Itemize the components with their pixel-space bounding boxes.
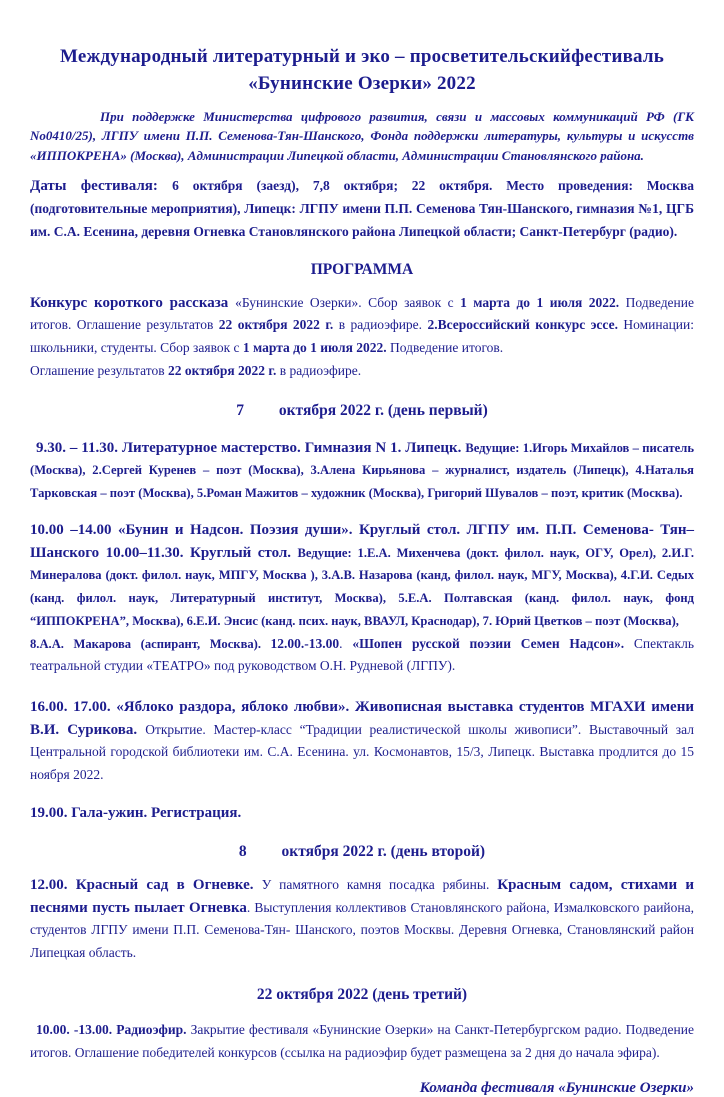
text-run: 12.00. Красный сад в Огневке. [30,876,262,893]
literary-workshop-paragraph [30,437,694,505]
krasny-sad-paragraph [30,874,694,965]
day2-heading: 8 октября 2022 г. (день второй) [238,842,486,860]
text-run: 22 октября 2022 г. [167,362,277,378]
text-run: «Шопен русской поэзии Семен Надсон». [352,635,625,651]
programma-heading: ПРОГРАММА [310,260,414,278]
text-run: Ведущие: 1.Игорь Михайлов – писатель (Москва), 2.Сергей Куренев – поэт (Москва), 3.Алена Кирьянова – журналист, издатель (Липецк), 4.Наталья Тарковская – поэт (Москва), 5.Роман Мажитов – художник (Москва), Григорий Шувалов – поэт, критик (Москва). [30,440,694,501]
text-run: 12.00.-13.00 [270,635,340,651]
document-title-line1: Международный литературный и эко – просветительскийфестиваль [59,46,665,67]
day3-heading: 22 октября 2022 (день третий) [256,985,468,1003]
bunin-nadson-paragraph [30,519,694,678]
text-run: У памятного камня посадка рябины. [261,876,498,892]
text-run: 10.00 –14.00 «Бунин и Надсон. Поэзия души». Круглый стол. ЛГПУ им. П.П. Семенова- Тян–Шанского 10.00–11.30. Круглый стол. [30,521,694,561]
text-run: 6 октября (заезд), 7,8 октября; 22 октября. Место проведения: Москва (подготовительные мероприятия), Липецк: ЛГПУ имени П.П. Семенова Тян-Шанского, гимназия №1, ЦГБ им. С.А. Есенина, деревня Огневка Становлянского района Липецкой области; Санкт-Петербург (радио). [30,178,694,239]
text-run: Подведение итогов. Оглашение результатов [30,294,694,333]
gala-dinner-line: 19.00. Гала-ужин. Регистрация. [30,804,242,821]
text-run: 1 марта до 1 июля 2022. [460,294,620,310]
text-run: 10.00. -13.00. Радиоэфир. [36,1021,191,1037]
text-run: 2.Всероссийский конкурс эссе. [427,317,618,333]
text-run: Подведение итогов. [386,340,504,356]
text-run: 16.00. 17.00. «Яблоко раздора, яблоко любви». Живописная выставка студентов МГАХИ имени В.И. Сурикова. [30,698,694,738]
text-run: 9.30. – 11.30. Литературное мастерство. Гимназия N 1. Липецк. [36,439,466,456]
text-run: Даты фестиваля: [30,178,173,195]
text-run: в радиоэфире. [333,317,428,333]
text-run: 8.А.А. Макарова (аспирант, Москва). [30,636,271,651]
text-run: . Выступления коллективов Становлянского района, Измалковского раийона, студентов ЛГПУ имени П.П. Семенова-Тян- Шанского, поэтов Москвы. Деревня Огневка, Становлянский район Липецкая область. [30,899,694,961]
text-run: . [339,635,353,651]
document-title-line2: «Бунинские Озерки» 2022 [248,72,476,94]
day1-heading: 7 октября 2022 г. (день первый) [236,401,488,419]
text-run: Оглашение результатов [30,362,168,378]
text-run: Спектакль театральной студии «ТЕАТРО» под руководством О.Н. Рудневой (ЛГПУ). [30,635,694,674]
text-run: Закрытие фестиваля «Бунинские Озерки» на Санкт-Петербургском радио. Подведение итогов. Оглашение победителей конкурсов (ссылка на радиоэфир будет размещена за 2 дня до начала эфира). [30,1021,694,1060]
text-run: «Бунинские Озерки». Сбор заявок с [235,294,461,310]
text-run: Конкурс короткого рассказа [30,294,236,311]
text-run: в радиоэфире. [276,362,362,378]
text-run: Номинации: школьники, студенты. Сбор заявок с [30,317,694,356]
text-run: 22 октября 2022 г. [218,317,334,333]
dates-paragraph [30,175,694,243]
text-run: Красным садом, стихами и песнями пусть пылает Огневка [30,876,694,916]
radio-paragraph [30,1019,694,1064]
support-note: При поддержке Министерства цифрового развития, связи и массовых коммуникаций РФ (ГК No0410/25), ЛГПУ имени П.П. Семенова-Тян-Шанского, Фонда поддержки литературы, культуры и искусств «ИППОКРЕНА» (Москва), Администрации Липецкой области, Администрации Становлянского района. [30,108,694,163]
text-run: Открытие. Мастер-класс “Традиции реалистической школы живописи”. Выставочный зал Центральной городской библиотеки им. С.А. Есенина. ул. Космонавтов, 15/3, Липецк. Выставка продлится до 15 ноября 2022. [30,721,694,783]
signature: Команда фестиваля «Бунинские Озерки» [419,1080,694,1097]
document-title [30,44,694,98]
text-run: Ведущие: 1.Е.А. Михенчева (докт. филол. наук, ОГУ, Орел), 2.И.Г. Минералова (докт. филол. наук, МПГУ, Москва ), 3.А.В. Назарова (канд, филол. наук, МГУ, Москва), 4.Г.И. Седых (канд. филол. наук, Литературный институт, Москва), 5.Е.А. Полтавская (канд. филол. наук, фонд “ИППОКРЕНА”, Москва), 6.Е.И. Энсис (канд. псих. наук, ВВАУЛ, Краснодар), 7. Юрий Цветков – поэт (Москва), [30,545,695,628]
contest-paragraph [30,292,694,383]
text-run: 1 марта до 1 июля 2022. [242,340,387,356]
exhibition-paragraph [30,696,694,787]
